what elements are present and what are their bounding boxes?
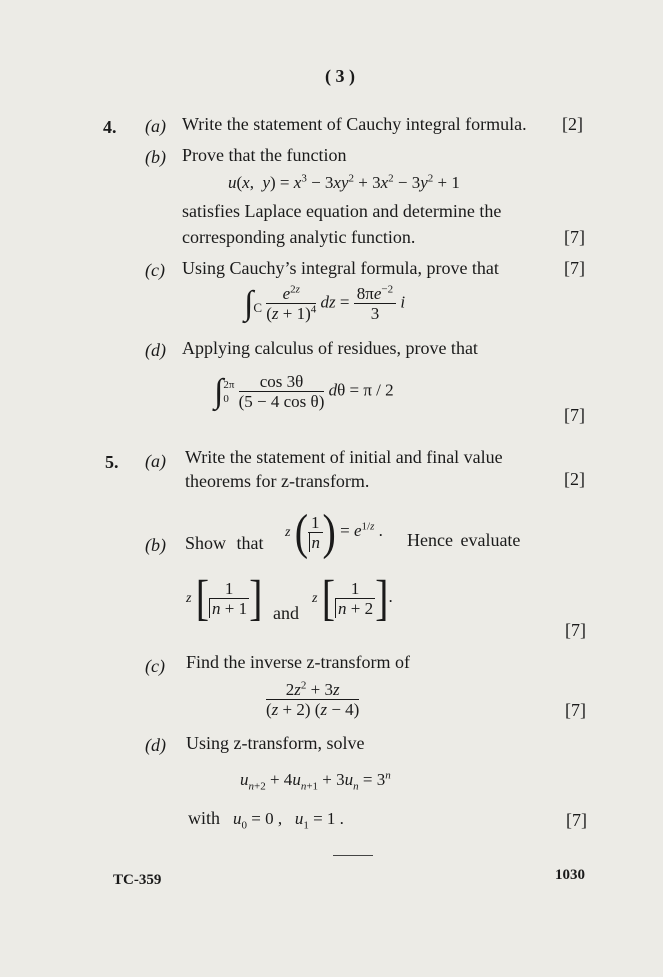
q4c-marks: [7]: [564, 258, 585, 278]
q4d-equation: ∫ 2π 0 $\frac{\cos 3\theta}{\text{(5 − 4 cos θ)}}$ dθ = π / 2: [214, 372, 394, 411]
q5b-marks: [7]: [565, 620, 586, 640]
q4b-text3: corresponding analytic function.: [182, 227, 416, 247]
q5c-text: Find the inverse z-transform of: [186, 652, 410, 672]
q5d-conditions: $u_0 = 0$ , $u_1 = 1$ .: [233, 809, 344, 832]
q5c-equation: $\frac{2z^2 + 3z}{(z + 2) (z - 4)}$: [266, 679, 360, 719]
q5a-text2: theorems for z-transform.: [185, 471, 370, 491]
q5b-text2: Hence evaluate: [407, 530, 521, 550]
q4b-marks: [7]: [564, 227, 585, 247]
q4b-text: Prove that the function: [182, 145, 347, 165]
q5c-marks: [7]: [565, 700, 586, 720]
q5c-label: (c): [145, 656, 165, 676]
q4c-label: (c): [145, 260, 165, 280]
q5a-text: Write the statement of initial and final value: [185, 447, 503, 467]
q5d-marks: [7]: [566, 810, 587, 830]
q4b-text2: satisfies Laplace equation and determine the: [182, 201, 502, 221]
q5b-label: (b): [145, 535, 166, 555]
serial-number: 1030: [555, 867, 585, 883]
q4a-text: Write the statement of Cauchy integral formula.: [182, 114, 527, 134]
q5b-text: Show that: [185, 533, 264, 553]
q4a-label: (a): [145, 116, 166, 136]
q4a-marks: [2]: [562, 114, 583, 134]
q5d-label: (d): [145, 735, 166, 755]
paper-code: TC-359: [113, 872, 162, 888]
q5b-expr1: z [ $\frac{1}{n + 1}$ ]: [186, 569, 263, 626]
q5d-with: with: [188, 808, 221, 828]
q5a-marks: [2]: [564, 469, 585, 489]
q5b-and: and: [273, 603, 299, 623]
q4c-text: Using Cauchy’s integral formula, prove that: [182, 258, 499, 278]
page-number: ( 3 ): [325, 66, 355, 86]
q5b-equation: z ( $\frac{1}{n}$ ) = $e^{1/z}$ .: [285, 503, 383, 560]
q5a-label: (a): [145, 451, 166, 471]
q4b-equation: u(x, $y) = x^3 - 3xy^2 + 3x^2 - 3y^2 + 1$: [228, 172, 460, 192]
q4d-label: (d): [145, 340, 166, 360]
q4b-label: (b): [145, 147, 166, 167]
q4d-text: Applying calculus of residues, prove that: [182, 338, 478, 358]
q5d-equation: $u_{n+2} + 4u_{n+1} + 3u_n = 3^n$: [240, 769, 391, 793]
q4d-marks: [7]: [564, 405, 585, 425]
q4c-equation: $\int_C$ $\frac{e^{2z}}{(z + 1)^4}$ dz = $\frac{8\pi e^{-2}}{3}$ i: [244, 283, 406, 323]
q5d-text: Using z-transform, solve: [186, 733, 365, 753]
q5b-expr2: z [ $\frac{1}{n + 2}$ ].: [312, 569, 393, 626]
question-number-5: 5.: [105, 452, 119, 472]
question-number-4: 4.: [103, 117, 117, 137]
end-divider: [333, 855, 373, 856]
